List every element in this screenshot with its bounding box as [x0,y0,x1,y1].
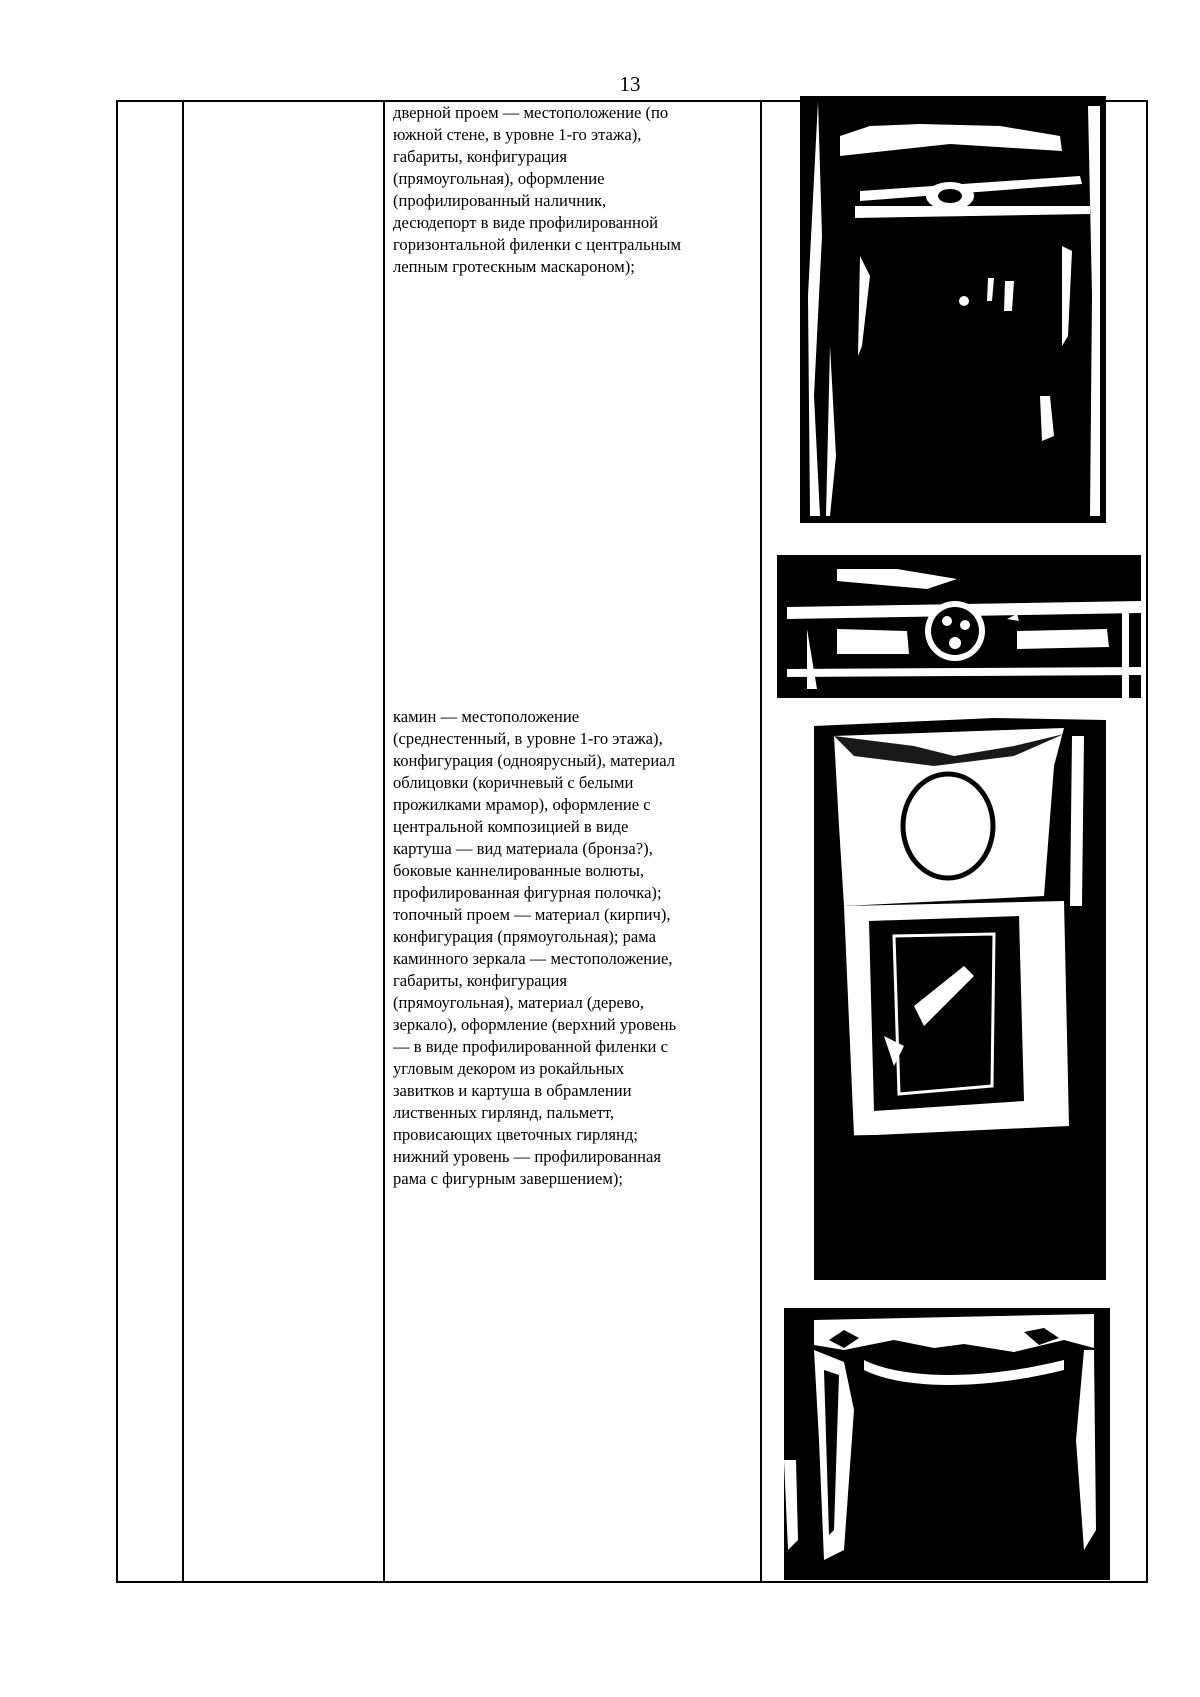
fireplace-line: картуша — вид материала (бронза?), [393,839,653,858]
fireplace-line: камин — местоположение [393,707,580,726]
fireplace-photo [784,1300,1110,1580]
fireplace-line: каминного зеркала — местоположение, [393,949,673,968]
doorway-line: дверной проем — местоположение (по [393,103,669,122]
fireplace-line: габариты, конфигурация [393,971,568,990]
fireplace-line: боковые каннелированные волюты, [393,861,645,880]
fireplace-line: (среднестенный, в уровне 1-го этажа), [393,729,663,748]
fireplace-line: (прямоугольная), материал (дерево, [393,993,645,1012]
fireplace-line: зеркало), оформление (верхний уровень [393,1015,677,1034]
fireplace-line: — в виде профилированной филенки с [393,1037,668,1056]
fireplace-line: рама с фигурным завершением); [393,1169,624,1188]
fireplace-line: конфигурация (прямоугольная); рама [393,927,657,946]
fireplace-line: провисающих цветочных гирлянд; [393,1125,638,1144]
fireplace-line: лиственных гирлянд, пальметт, [393,1103,615,1122]
column-divider [760,102,762,1581]
fireplace-line: центральной композицией в виде [393,817,629,836]
fireplace-line: прожилками мрамор), оформление с [393,795,651,814]
doorway-line: горизонтальной филенки с центральным [393,235,682,254]
doorway-description [393,102,751,278]
fireplace-line: облицовки (коричневый с белыми [393,773,634,792]
doorway-photo [800,96,1106,523]
fireplace-mirror-photo [814,706,1106,1280]
fireplace-line: профилированная фигурная полочка); [393,883,662,902]
fireplace-line: угловым декором из рокайльных [393,1059,625,1078]
fireplace-description [393,706,751,1190]
page-number: 13 [619,72,641,96]
column-divider [182,102,184,1581]
fireplace-line: конфигурация (одноярусный), материал [393,751,675,770]
doorway-line: лепным гротескным маскароном); [393,257,635,276]
overdoor-detail-photo [777,549,1141,698]
fireplace-line: нижний уровень — профилированная [393,1147,661,1166]
doorway-line: (профилированный наличник, [393,191,607,210]
fireplace-line: завитков и картуша в обрамлении [393,1081,632,1100]
monument-elements-table [116,100,1148,1583]
column-divider [383,102,385,1581]
doorway-line: габариты, конфигурация [393,147,568,166]
doorway-line: южной стене, в уровне 1-го этажа), [393,125,642,144]
fireplace-line: топочный проем — материал (кирпич), [393,905,671,924]
doorway-line: десюдепорт в виде профилированной [393,213,659,232]
doorway-line: (прямоугольная), оформление [393,169,605,188]
